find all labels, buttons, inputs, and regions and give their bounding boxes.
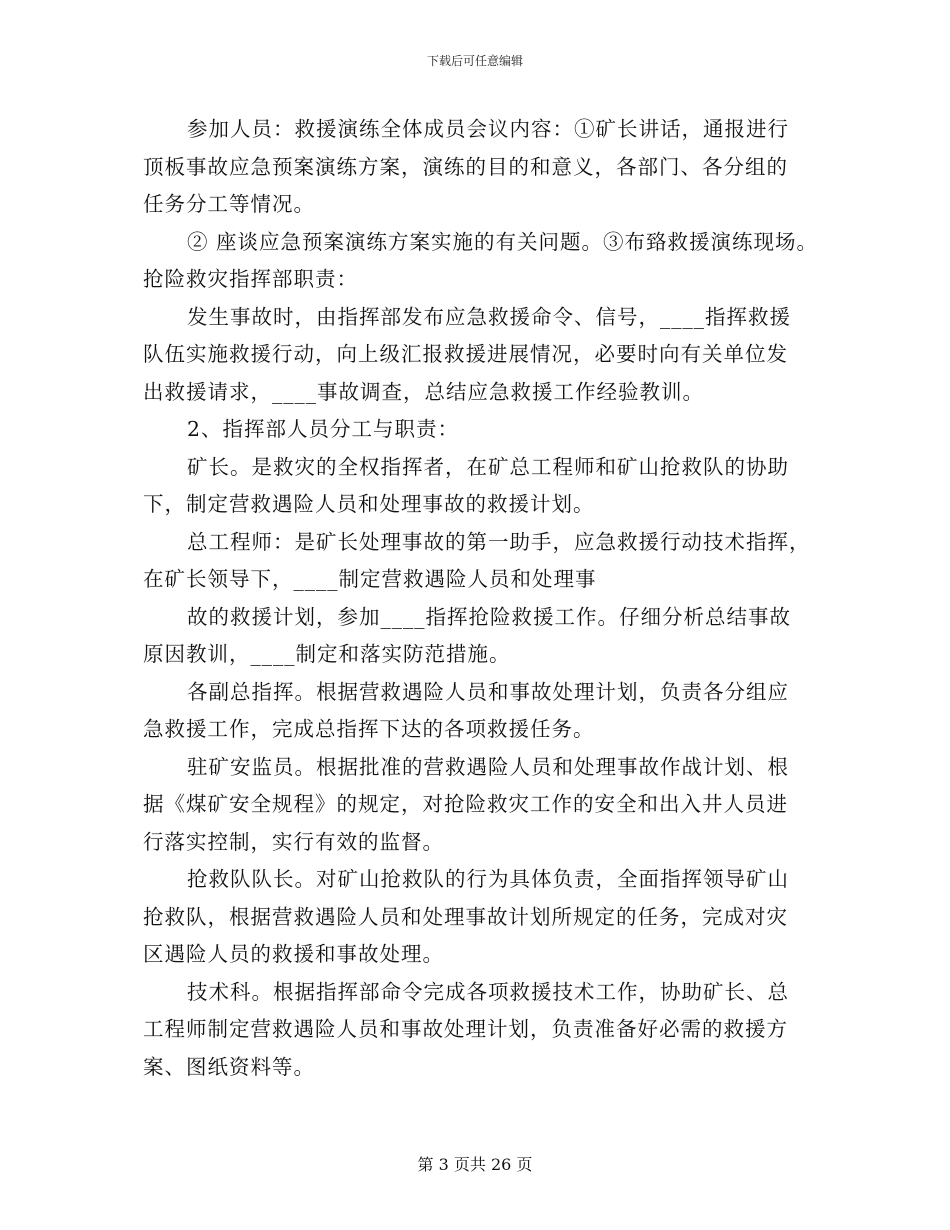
paragraph-line: 出救援请求，____事故调查，总结应急救援工作经验教训。 <box>143 379 704 404</box>
paragraph-line: 原因教训，____制定和落实防范措施。 <box>143 642 511 666</box>
document-body <box>143 111 823 1086</box>
paragraph-line: 参加人员：救援演练全体成员会议内容：①矿长讲话，通报进行 <box>187 117 789 141</box>
paragraph-line: 急救援工作，完成总指挥下达的各项救援任务。 <box>143 717 595 741</box>
paragraph-line: ② 座谈应急预案演练方案实施的有关问题。③布臵救援演练现场。 <box>187 229 819 254</box>
paragraph-line: 总工程师：是矿长处理事故的第一助手，应急救援行动技术指挥， <box>187 529 811 554</box>
paragraph-line: 各副总指挥。根据营救遇险人员和事故处理计划，负责各分组应 <box>187 679 789 704</box>
paragraph-line: 案、图纸资料等。 <box>143 1054 315 1079</box>
paragraph-line: 据《煤矿安全规程》的规定，对抢险救灾工作的安全和出入井人员进 <box>143 792 788 816</box>
paragraph-line: 抢救队队长。对矿山抢救队的行为具体负责，全面指挥领导矿山 <box>187 867 789 891</box>
paragraph-line: 发生事故时，由指挥部发布应急救援命令、信号，____指挥救援 <box>187 304 791 329</box>
paragraph-line: 下，制定营救遇险人员和处理事故的救援计划。 <box>143 492 595 516</box>
paragraph-line: 任务分工等情况。 <box>143 192 315 216</box>
paragraph-line: 行落实控制，实行有效的监督。 <box>143 829 444 854</box>
paragraph-line: 队伍实施救援行动，向上级汇报救援进展情况，必要时向有关单位发 <box>143 342 788 366</box>
paragraph-line: 区遇险人员的救援和事故处理。 <box>143 942 444 966</box>
paragraph-line: 在矿长领导下，____制定营救遇险人员和处理事 <box>143 567 597 591</box>
paragraph-line: 矿长。是救灾的全权指挥者，在矿总工程师和矿山抢救队的协助 <box>187 454 789 479</box>
paragraph-line: 抢救队，根据营救遇险人员和处理事故计划所规定的任务，完成对灾 <box>143 904 788 929</box>
paragraph-line: 驻矿安监员。根据批准的营救遇险人员和处理事故作战计划、根 <box>187 754 789 779</box>
paragraph-line: 工程师制定营救遇险人员和事故处理计划，负责准备好必需的救援方 <box>143 1017 788 1041</box>
page-header: 下载后可任意编辑 <box>426 54 523 68</box>
paragraph-line: 技术科。根据指挥部命令完成各项救援技术工作，协助矿长、总 <box>187 979 789 1004</box>
page-number-footer: 第 3 页共 26 页 <box>417 1155 533 1174</box>
paragraph-line: 顶板事故应急预案演练方案，演练的目的和意义，各部门、各分组的 <box>143 154 788 179</box>
paragraph-line: 抢险救灾指挥部职责： <box>143 267 358 291</box>
paragraph-line: 故的救援计划，参加____指挥抢险救援工作。仔细分析总结事故 <box>187 604 791 629</box>
section-heading: 2、指挥部人员分工与职责： <box>187 417 460 441</box>
